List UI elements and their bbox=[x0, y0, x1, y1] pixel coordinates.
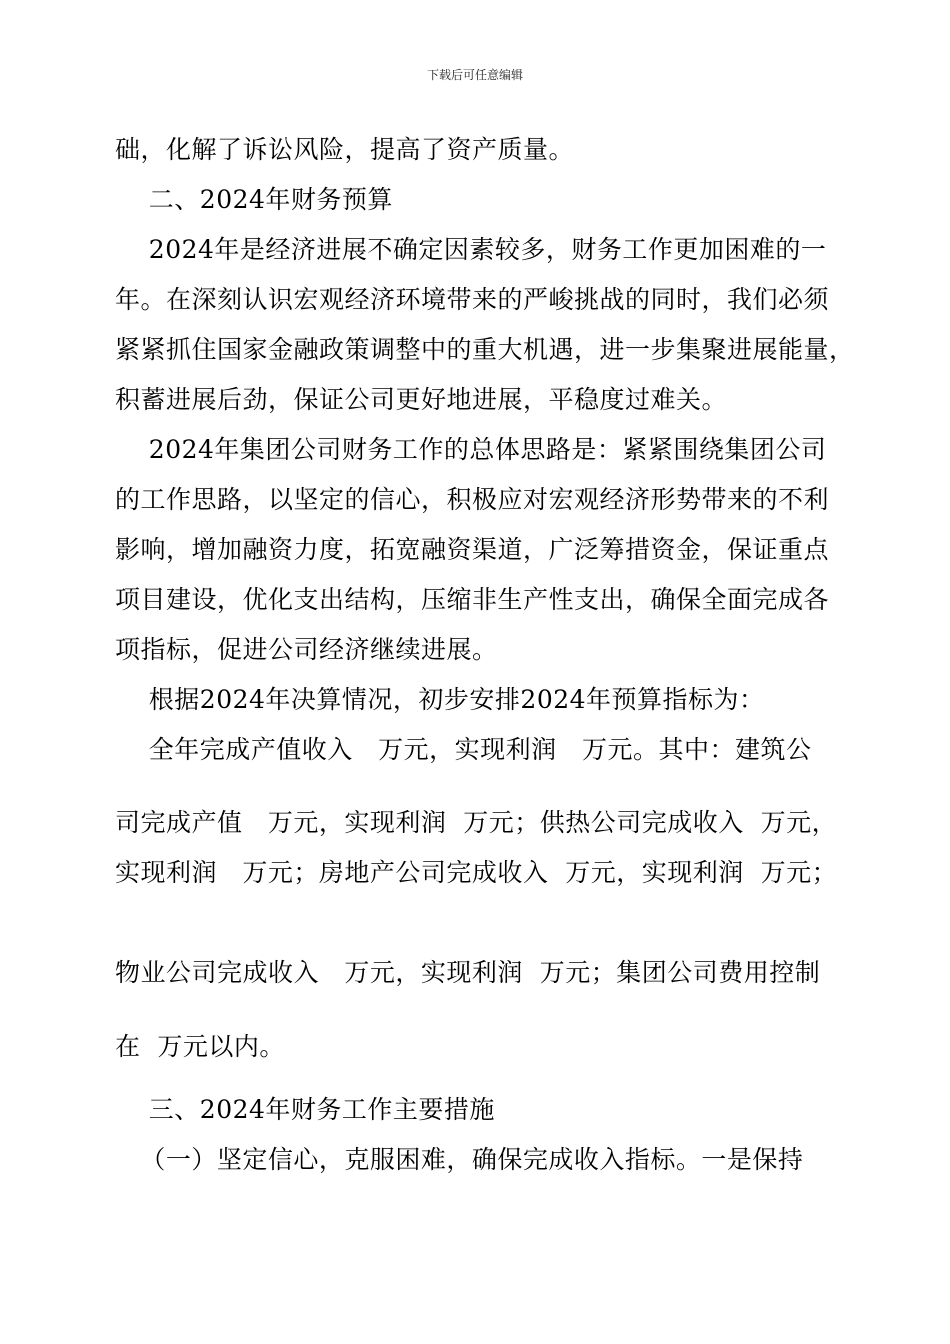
section-heading: 二、2024年财务预算 bbox=[115, 185, 393, 214]
text-line: 2024年是经济进展不确定因素较多，财务工作更加困难的一 bbox=[115, 235, 827, 264]
text-line: 全年完成产值收入 万元，实现利润 万元。其中：建筑公 bbox=[115, 735, 812, 764]
text-line: 实现利润 万元；房地产公司完成收入 万元，实现利润 万元； bbox=[115, 858, 838, 887]
text-line: 影响，增加融资力度，拓宽融资渠道，广泛筹措资金，保证重点 bbox=[115, 535, 830, 564]
text-line: 2024年集团公司财务工作的总体思路是：紧紧围绕集团公司 bbox=[115, 435, 827, 464]
text-line: 年。在深刻认识宏观经济环境带来的严峻挑战的同时，我们必须 bbox=[115, 285, 830, 314]
text-line: 积蓄进展后劲，保证公司更好地进展，平稳度过难关。 bbox=[115, 385, 728, 414]
text-line: 根据2024年决算情况，初步安排2024年预算指标为： bbox=[115, 685, 765, 714]
text-line: 物业公司完成收入 万元，实现利润 万元；集团公司费用控制 bbox=[115, 958, 821, 987]
text-line: 紧紧抓住国家金融政策调整中的重大机遇，进一步集聚进展能量， bbox=[115, 335, 855, 364]
text-line: 项目建设，优化支出结构，压缩非生产性支出，确保全面完成各 bbox=[115, 585, 830, 614]
text-line: 础，化解了诉讼风险，提高了资产质量。 bbox=[115, 135, 575, 164]
section-heading: 三、2024年财务工作主要措施 bbox=[115, 1095, 495, 1124]
page-header: 下载后可任意编辑 bbox=[426, 68, 523, 82]
text-line: 在 万元以内。 bbox=[115, 1032, 285, 1061]
text-line: 司完成产值 万元，实现利润 万元；供热公司完成收入 万元， bbox=[115, 808, 838, 837]
text-line: 的工作思路，以坚定的信心，积极应对宏观经济形势带来的不利 bbox=[115, 485, 830, 514]
text-line: 项指标，促进公司经济继续进展。 bbox=[115, 635, 498, 664]
text-line: （一）坚定信心，克服困难，确保完成收入指标。一是保持 bbox=[115, 1145, 804, 1174]
